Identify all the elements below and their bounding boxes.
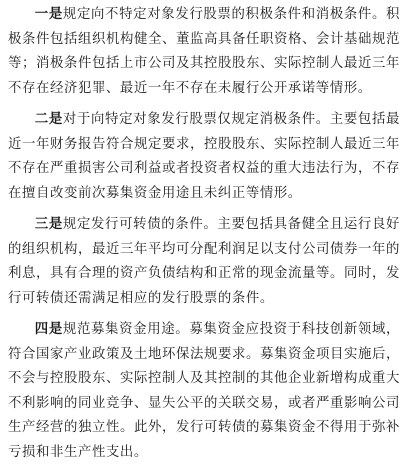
paragraph-3: [8, 212, 400, 311]
paragraph-1-lead: 一是: [34, 6, 63, 22]
paragraph-3-lead: 三是: [34, 216, 63, 232]
paragraph-2-text: 对于向特定对象发行股票仅规定消极条件。主要包括最近一年财务报告符合规定要求，控股股东、实际控制人最近三年不存在严重损害公司利益或者投资者权益的重大违法行为，不存在擅自改变前次募集资金用途且未纠正等情形。: [8, 112, 401, 201]
paragraph-1-text: 规定向不特定对象发行股票的积极条件和消极条件。积极条件包括组织机构健全、董监高具备任职资格、会计基础规范等；消极条件包括上市公司及其控股股东、实际控制人最近三年不存在经济犯罪、最近一年不存在未履行公开承诺等情形。: [8, 7, 401, 96]
paragraph-4-lead: 四是: [34, 321, 63, 337]
paragraph-2-lead: 二是: [34, 111, 63, 127]
paragraph-3-text: 规定发行可转债的条件。主要包括具备健全且运行良好的组织机构，最近三年平均可分配利润足以支付公司债券一年的利息，具有合理的资产负债结构和正常的现金流量等。同时，发行可转债还需满足相应的发行股票的条件。: [8, 217, 401, 306]
paragraph-2: [8, 107, 400, 206]
document-body: [8, 2, 400, 471]
paragraph-4: [8, 317, 400, 465]
paragraph-1: [8, 2, 400, 101]
paragraph-4-text: 规范募集资金用途。募集资金应投资于科技创新领域，符合国家产业政策及土地环保法规要求。募集资金项目实施后，不会与控股股东、实际控制人及其控制的其他企业新增构成重大不利影响的同业竞争、显失公平的关联交易，或者严重影响公司生产经营的独立性。此外，发行可转债的募集资金不得用于弥补亏损和非生产性支出。: [8, 322, 401, 460]
